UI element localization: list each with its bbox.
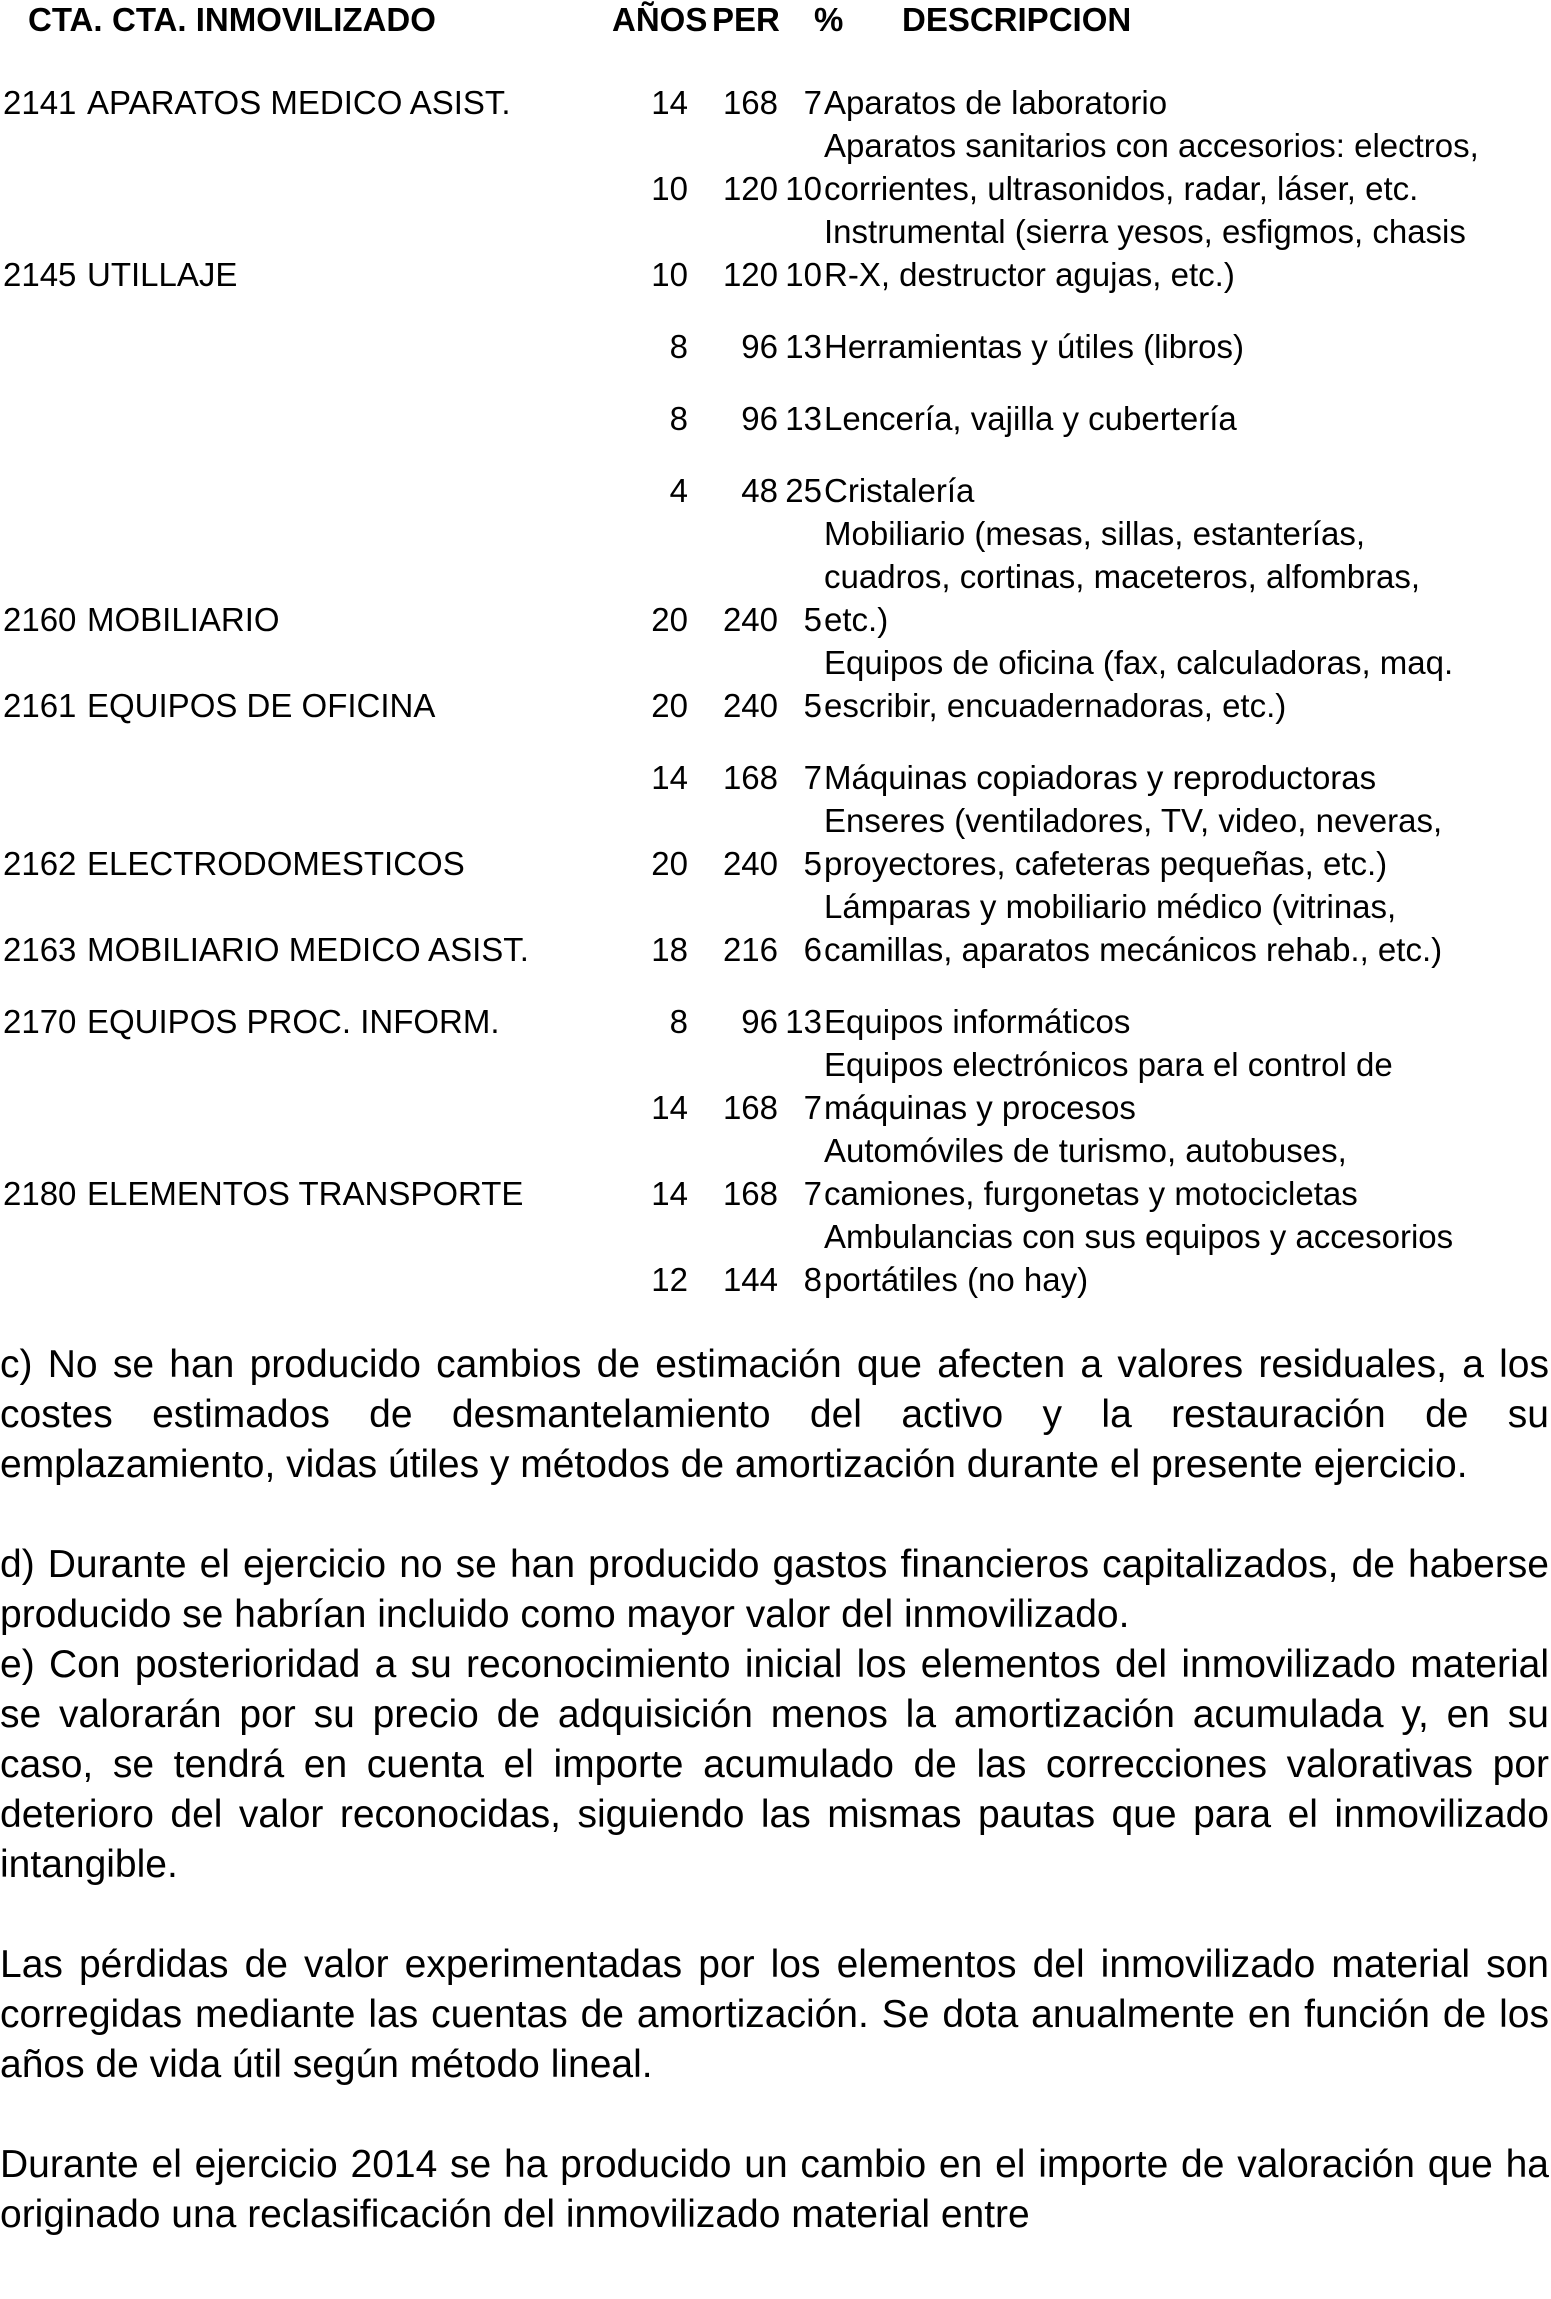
- percent-value: 7: [803, 1175, 822, 1212]
- description: Aparatos sanitarios con accesorios: electros,: [824, 127, 1479, 164]
- years-value: 10: [651, 256, 688, 293]
- account-name: UTILLAJE: [87, 256, 238, 293]
- months-value: 240: [722, 687, 778, 724]
- notes-body: [0, 1340, 1549, 2240]
- description: R-X, destructor agujas, etc.): [824, 256, 1235, 293]
- percent-value: 7: [803, 84, 822, 121]
- years-value: 4: [669, 472, 688, 509]
- table-header: [0, 0, 1551, 40]
- header-pct: %: [814, 1, 844, 38]
- table-row: [0, 1000, 1551, 1043]
- table-row: [0, 81, 1551, 124]
- table-row: [0, 1258, 1551, 1301]
- percent-value: 7: [803, 759, 822, 796]
- percent-value: 8: [803, 1261, 822, 1298]
- account-code: 2163: [3, 931, 77, 968]
- percent-value: 6: [803, 931, 822, 968]
- percent-value: 13: [785, 328, 822, 365]
- table-row: [0, 1043, 1551, 1086]
- table-row: [0, 210, 1551, 253]
- account-name: MOBILIARIO: [87, 601, 280, 638]
- years-value: 14: [651, 84, 688, 121]
- percent-value: 5: [803, 845, 822, 882]
- table-row: [0, 397, 1551, 440]
- description: camillas, aparatos mecánicos rehab., etc.): [824, 931, 1443, 968]
- table-row: [0, 756, 1551, 799]
- percent-value: 5: [803, 601, 822, 638]
- months-value: 96: [741, 400, 778, 437]
- description: portátiles (no hay): [824, 1261, 1089, 1298]
- description: Equipos informáticos: [824, 1003, 1131, 1040]
- account-name: ELEMENTOS TRANSPORTE: [87, 1175, 524, 1212]
- years-value: 20: [651, 601, 688, 638]
- months-value: 216: [722, 931, 778, 968]
- description: Máquinas copiadoras y reproductoras: [824, 759, 1377, 796]
- description: Lencería, vajilla y cubertería: [824, 400, 1237, 437]
- account-name: APARATOS MEDICO ASIST.: [87, 84, 511, 121]
- months-value: 168: [722, 1175, 778, 1212]
- table-row: [0, 842, 1551, 885]
- years-value: 14: [651, 1175, 688, 1212]
- percent-value: 7: [803, 1089, 822, 1126]
- months-value: 96: [741, 328, 778, 365]
- table-row: [0, 325, 1551, 368]
- description: cuadros, cortinas, maceteros, alfombras,: [824, 558, 1421, 595]
- years-value: 8: [669, 1003, 688, 1040]
- percent-value: 10: [785, 256, 822, 293]
- account-name: MOBILIARIO MEDICO ASIST.: [87, 931, 529, 968]
- months-value: 120: [722, 256, 778, 293]
- description: escribir, encuadernadoras, etc.): [824, 687, 1287, 724]
- years-value: 18: [651, 931, 688, 968]
- paragraph-para-2014: Durante el ejercicio 2014 se ha producido un cambio en el importe de valoración que ha originado una reclasificación del inmovilizado material entre: [0, 2143, 1549, 2236]
- table-row: [0, 799, 1551, 842]
- account-code: 2160: [3, 601, 77, 638]
- description: Automóviles de turismo, autobuses,: [824, 1132, 1347, 1169]
- table-row: [0, 469, 1551, 512]
- table-row: [0, 555, 1551, 598]
- months-value: 240: [722, 845, 778, 882]
- table-row: [0, 253, 1551, 296]
- table-row: [0, 167, 1551, 210]
- paragraph-para-c: c) No se han producido cambios de estimación que afecten a valores residuales, a los costes estimados de desmantelamiento del activo y la restauración de su emplazamiento, vidas útiles y métodos de amortización durante el presente ejercicio.: [0, 1343, 1549, 1486]
- description: Equipos de oficina (fax, calculadoras, maq.: [824, 644, 1454, 681]
- description: proyectores, cafeteras pequeñas, etc.): [824, 845, 1388, 882]
- years-value: 12: [651, 1261, 688, 1298]
- description: etc.): [824, 601, 889, 638]
- months-value: 168: [722, 84, 778, 121]
- description: Instrumental (sierra yesos, esfigmos, chasis: [824, 213, 1466, 250]
- description: Aparatos de laboratorio: [824, 84, 1168, 121]
- description: Equipos electrónicos para el control de: [824, 1046, 1393, 1083]
- header-anos: AÑOS: [612, 1, 708, 38]
- months-value: 168: [722, 1089, 778, 1126]
- description: Mobiliario (mesas, sillas, estanterías,: [824, 515, 1366, 552]
- percent-value: 13: [785, 1003, 822, 1040]
- table-row: [0, 1215, 1551, 1258]
- header-cta-inmovilizado: CTA. INMOVILIZADO: [112, 1, 436, 38]
- months-value: 144: [722, 1261, 778, 1298]
- months-value: 168: [722, 759, 778, 796]
- description: Enseres (ventiladores, TV, video, neveras,: [824, 802, 1443, 839]
- table-row: [0, 641, 1551, 684]
- table-row: [0, 684, 1551, 727]
- months-value: 48: [741, 472, 778, 509]
- description: corrientes, ultrasonidos, radar, láser, etc.: [824, 170, 1419, 207]
- years-value: 8: [669, 328, 688, 365]
- years-value: 20: [651, 845, 688, 882]
- paragraph-para-e: e) Con posterioridad a su reconocimiento inicial los elementos del inmovilizado material se valorarán por su precio de adquisición menos la amortización acumulada y, en su caso, se tendrá en cuenta el importe acumulado de las correcciones valorativas por deterioro del valor reconocidas, siguiendo las mismas pautas que para el inmovilizado intangible.: [0, 1643, 1549, 1886]
- account-code: 2145: [3, 256, 77, 293]
- table-row: [0, 1129, 1551, 1172]
- years-value: 20: [651, 687, 688, 724]
- account-code: 2161: [3, 687, 77, 724]
- table-row: [0, 512, 1551, 555]
- years-value: 14: [651, 1089, 688, 1126]
- table-row: [0, 1086, 1551, 1129]
- account-code: 2170: [3, 1003, 77, 1040]
- description: máquinas y procesos: [824, 1089, 1136, 1126]
- table-row: [0, 1172, 1551, 1215]
- account-code: 2141: [3, 84, 77, 121]
- years-value: 10: [651, 170, 688, 207]
- paragraph-para-d: d) Durante el ejercicio no se han producido gastos financieros capitalizados, de haberse producido se habrían incluido como mayor valor del inmovilizado.: [0, 1543, 1549, 1636]
- years-value: 8: [669, 400, 688, 437]
- header-cta: CTA.: [28, 1, 103, 38]
- months-value: 96: [741, 1003, 778, 1040]
- percent-value: 13: [785, 400, 822, 437]
- paragraph-para-perdidas: Las pérdidas de valor experimentadas por los elementos del inmovilizado material son corregidas mediante las cuentas de amortización. Se dota anualmente en función de los años de vida útil según método lineal.: [0, 1943, 1549, 2086]
- table-row: [0, 928, 1551, 971]
- description: Cristalería: [824, 472, 975, 509]
- table-row: [0, 885, 1551, 928]
- account-code: 2162: [3, 845, 77, 882]
- months-value: 240: [722, 601, 778, 638]
- header-descripcion: DESCRIPCION: [902, 1, 1132, 38]
- description: camiones, furgonetas y motocicletas: [824, 1175, 1358, 1212]
- percent-value: 25: [785, 472, 822, 509]
- table-row: [0, 124, 1551, 167]
- description: Herramientas y útiles (libros): [824, 328, 1244, 365]
- account-name: EQUIPOS PROC. INFORM.: [87, 1003, 500, 1040]
- years-value: 14: [651, 759, 688, 796]
- description: Lámparas y mobiliario médico (vitrinas,: [824, 888, 1397, 925]
- percent-value: 10: [785, 170, 822, 207]
- account-name: EQUIPOS DE OFICINA: [87, 687, 436, 724]
- account-code: 2180: [3, 1175, 77, 1212]
- table-row: [0, 598, 1551, 641]
- months-value: 120: [722, 170, 778, 207]
- account-name: ELECTRODOMESTICOS: [87, 845, 465, 882]
- header-per: PER: [712, 1, 780, 38]
- percent-value: 5: [803, 687, 822, 724]
- description: Ambulancias con sus equipos y accesorios: [824, 1218, 1454, 1255]
